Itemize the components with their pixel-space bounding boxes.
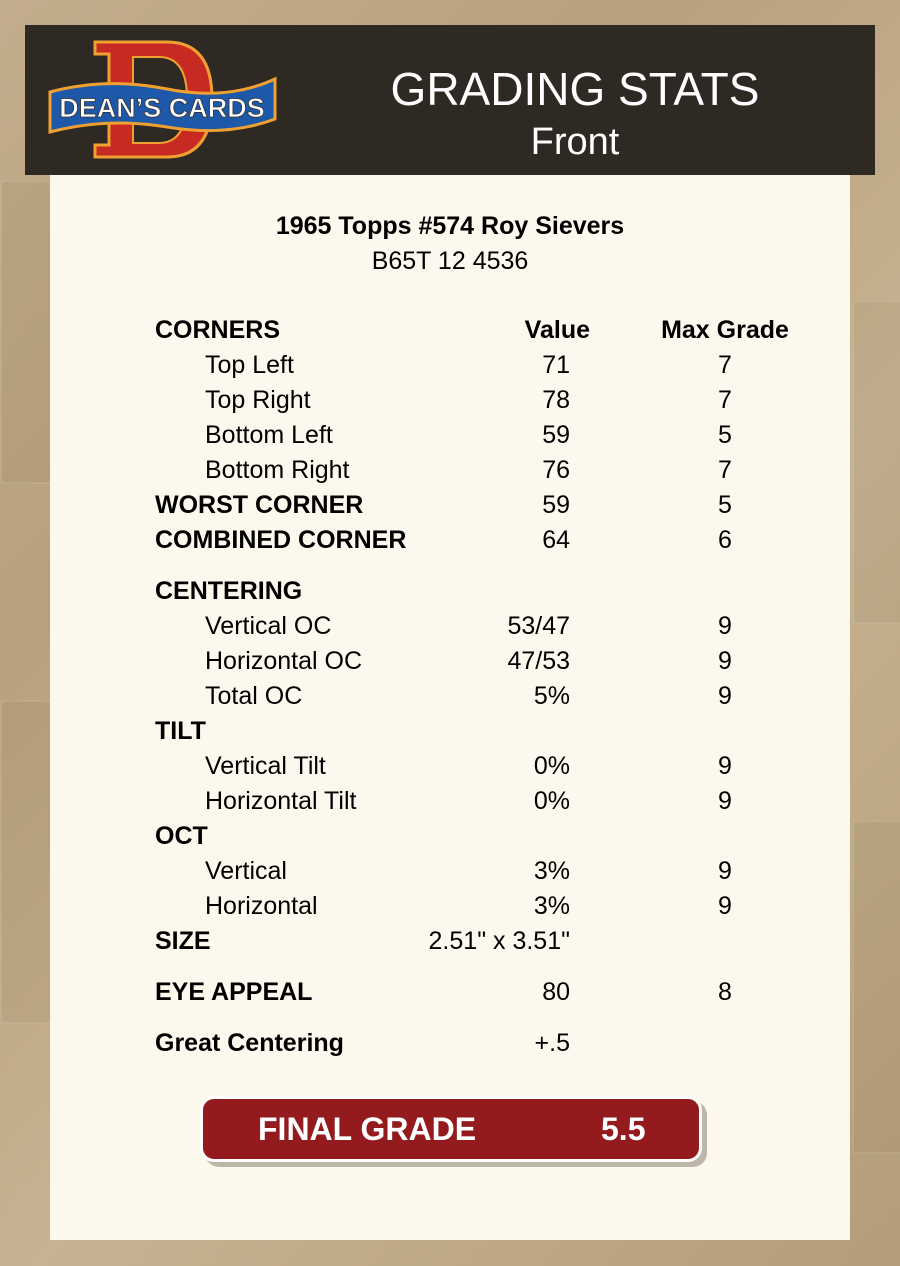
row-value: 71: [542, 351, 570, 379]
table-row: [155, 975, 775, 1010]
background-card: [852, 820, 900, 1154]
row-max-grade: 9: [718, 682, 732, 710]
card-code: B65T 12 4536: [371, 247, 529, 275]
row-label: Vertical Tilt: [205, 752, 326, 780]
row-label: EYE APPEAL: [155, 978, 313, 1006]
table-row: [155, 924, 775, 959]
card-name: 1965 Topps #574 Roy Sievers: [275, 212, 625, 240]
row-max-grade: 7: [718, 456, 732, 484]
row-value: 53/47: [507, 612, 570, 640]
row-value: 3%: [533, 892, 570, 920]
table-row: [155, 609, 775, 644]
row-value: 80: [542, 978, 570, 1006]
row-label: Vertical OC: [205, 612, 332, 640]
row-label: Vertical: [205, 857, 287, 885]
max-grade-column-header: Max Grade: [661, 316, 789, 344]
row-max-grade: 9: [718, 787, 732, 815]
background-card: [0, 700, 52, 1024]
background-card: [852, 300, 900, 624]
background-card: [0, 180, 52, 484]
row-max-grade: 5: [718, 491, 732, 519]
row-max-grade: 9: [718, 647, 732, 675]
row-max-grade: 7: [718, 351, 732, 379]
row-value: 76: [542, 456, 570, 484]
table-row: [155, 523, 775, 558]
table-row: [155, 784, 775, 819]
table-row: [155, 679, 775, 714]
table-row: [155, 313, 789, 348]
row-max-grade: 9: [718, 892, 732, 920]
row-max-grade: 5: [718, 421, 732, 449]
row-max-grade: 9: [718, 612, 732, 640]
row-label: Horizontal: [205, 892, 318, 920]
table-row: [155, 418, 775, 453]
row-value: 0%: [533, 752, 570, 780]
page-title: GRADING STATS: [390, 63, 760, 115]
table-row: [155, 574, 775, 609]
row-value: 5%: [533, 682, 570, 710]
final-grade-badge: [200, 1096, 702, 1162]
row-value: +.5: [534, 1029, 570, 1057]
row-label: TILT: [155, 717, 206, 745]
row-label: Horizontal Tilt: [205, 787, 357, 815]
row-label: CENTERING: [155, 577, 303, 605]
row-max-grade: 9: [718, 752, 732, 780]
final-grade-label: FINAL GRADE: [258, 1111, 477, 1147]
row-max-grade: 7: [718, 386, 732, 414]
deans-cards-logo: [47, 37, 282, 162]
row-label: Bottom Right: [205, 456, 350, 484]
table-row: [155, 819, 775, 854]
row-label: Horizontal OC: [205, 647, 362, 675]
row-value: 2.51" x 3.51": [428, 927, 570, 955]
page-subtitle: Front: [530, 121, 620, 163]
row-label: COMBINED CORNER: [155, 526, 407, 554]
row-value: 3%: [533, 857, 570, 885]
table-row: [155, 383, 775, 418]
svg-text:DEAN’S CARDS: DEAN’S CARDS: [59, 93, 265, 123]
table-row: [155, 453, 775, 488]
table-row: [155, 854, 775, 889]
row-label: OCT: [155, 822, 208, 850]
table-row: [155, 714, 775, 749]
row-max-grade: 8: [718, 978, 732, 1006]
row-label: Great Centering: [155, 1029, 344, 1057]
final-grade-value: 5.5: [601, 1111, 646, 1147]
row-label: Total OC: [205, 682, 303, 710]
row-label: WORST CORNER: [155, 491, 364, 519]
header: [25, 25, 875, 175]
row-label: Top Left: [205, 351, 294, 379]
row-value: 47/53: [507, 647, 570, 675]
row-value: 64: [542, 526, 570, 554]
table-row: [155, 749, 775, 784]
table-row: [155, 889, 775, 924]
row-value: 0%: [533, 787, 570, 815]
row-label: Bottom Left: [205, 421, 333, 449]
row-label: SIZE: [155, 927, 211, 955]
stats-panel: [50, 175, 850, 1240]
table-row: [155, 488, 775, 523]
row-label: Top Right: [205, 386, 311, 414]
row-value: 59: [542, 491, 570, 519]
row-max-grade: 9: [718, 857, 732, 885]
row-max-grade: 6: [718, 526, 732, 554]
table-row: [155, 1026, 775, 1061]
row-value: 78: [542, 386, 570, 414]
row-label: CORNERS: [155, 316, 281, 344]
table-row: [155, 348, 775, 383]
row-value: 59: [542, 421, 570, 449]
value-column-header: Value: [524, 316, 590, 344]
stats-table: [155, 313, 789, 1061]
table-row: [155, 644, 775, 679]
